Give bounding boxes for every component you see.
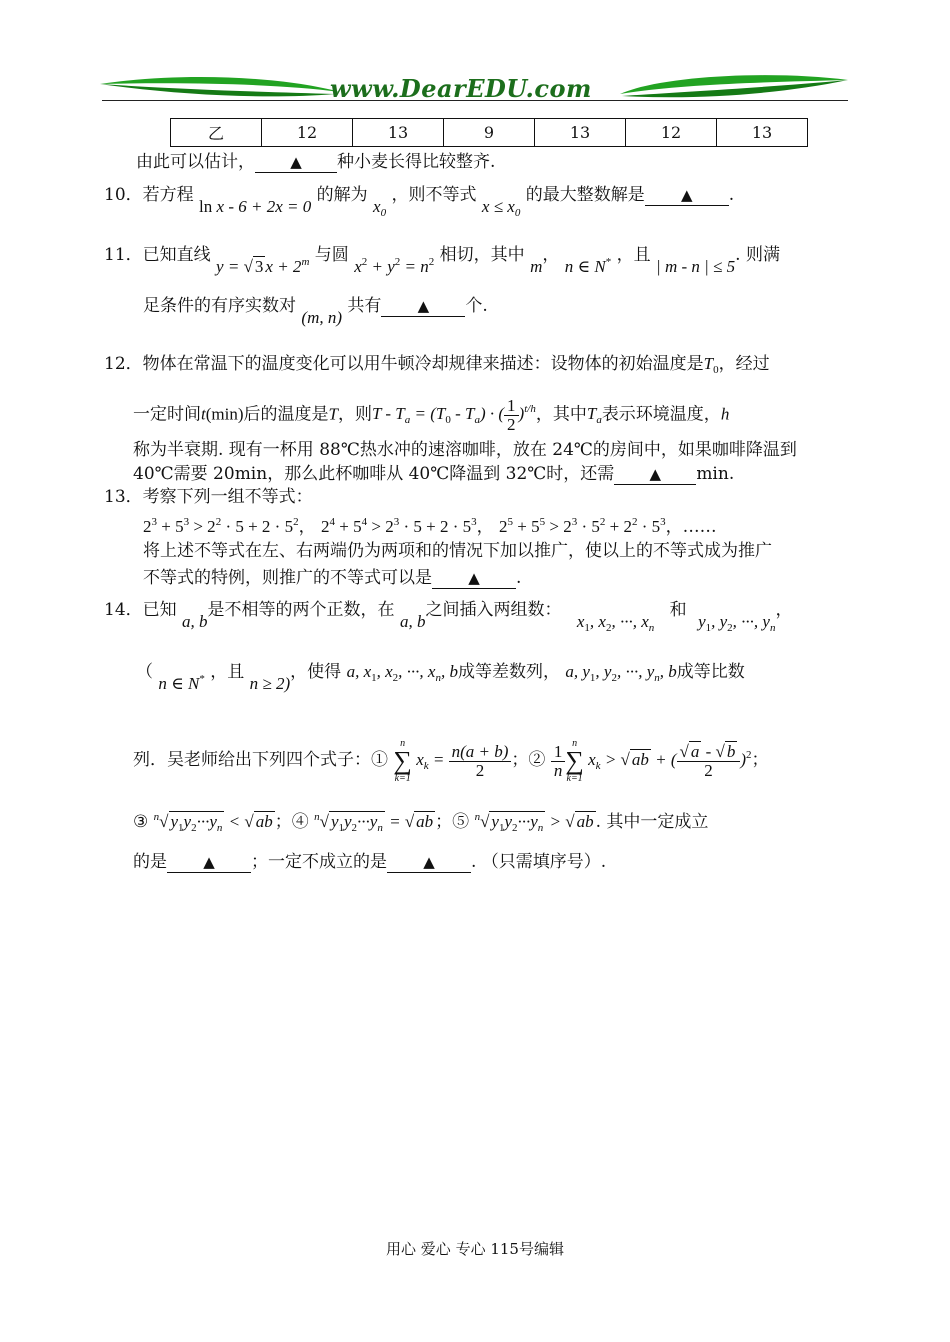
table-cell-label: 乙	[171, 119, 262, 147]
table-row	[171, 119, 808, 147]
q14-line-1: 14．已知 a, b是不相等的两个正数，在 a, b之间插入两组数： $x_1$, $x_2$, ···, $x_n$ 和 $y_1$, $y_2$, ···, $y_n$，	[104, 600, 793, 634]
q12-line-1: 12．物体在常温下的温度变化可以用牛顿冷却规律来描述：设物体的初始温度是$T_0$，经过	[104, 354, 770, 376]
q14-y-seq: $y_1$, $y_2$, ···, $y_n$	[698, 612, 776, 634]
q14-formula-1: n ∑ k=1 $x_k$ = $\frac{n(a + b)}{2}$	[393, 750, 511, 769]
answer-blank: ▲	[432, 568, 516, 589]
q11-pair: (m, n)	[301, 308, 343, 327]
header-rule	[102, 100, 848, 101]
wheat-data-table	[170, 118, 808, 147]
q12-T0: $T_0$	[703, 354, 719, 376]
q12-h: h	[720, 404, 730, 424]
answer-blank: ▲	[614, 464, 696, 485]
q13-line-3: 将上述不等式在左、右两端仍为两项和的情况下加以推广，使以上的不等式成为推广	[143, 541, 772, 561]
q14-line-2: （ n ∈ N* ，且 n ≥ 2)，使得 a, $x_1$, $x_2$, ···, $x_n$, b成等差数列， a, $y_1$, $y_2$, ···, $y_n$, b成等比数	[136, 662, 745, 693]
q12-line-4: 40℃需要 20min，那么此杯咖啡从 40℃降温到 32℃时，还需 ▲ min.	[133, 464, 735, 484]
header-site-name: www.DearEDU.com	[330, 74, 592, 103]
q14-line-3: 列．吴老师给出下列四个式子：① n ∑ k=1 $x_k$ = $\frac{n(a + b)}{2}$ ；② $\frac{1}{n}$ n ∑ k=1 $x_k$ > √ ab + ( $\frac{√ a - √ b}{2}$ )$^2$；	[133, 738, 769, 784]
table-cell: 13	[717, 119, 808, 147]
q13-ineq-3: $2^5 + 5^5 > 2^3 \cdot 5^2 + 2^2 \cdot 5^3$	[499, 516, 666, 536]
q11-line-1: 11．已知直线 y = √ 3 $x + 2^m$ 与圆 $x^2 + y^2 = n^2$ 相切，其中 m， n ∈ N* ，且 | m - n | ≤ 5. 则满	[104, 245, 780, 276]
q14-formula-2: $\frac{1}{n}$ n ∑ k=1 $x_k$ > √ ab + ( $\frac{√ a - √ b}{2}$ )$^2$	[551, 750, 752, 769]
page-footer: 用心 爱心 专心 115号编辑	[386, 1240, 564, 1258]
q14-formula-4: $^n$√ $y_1y_2\cdot\cdot\cdot y_n$ = √ ab	[314, 811, 434, 834]
q13-line-1: 13．考察下列一组不等式：	[104, 487, 313, 507]
q11-line-equation: y = √ 3 $x + 2^m$	[216, 256, 310, 276]
q11-n-domain: n ∈ N*	[564, 256, 612, 276]
q14-line-5: 的是 ▲ ；一定不成立的是 ▲ . （只需填序号）.	[133, 852, 607, 872]
q12-line-3: 称为半衰期. 现有一杯用 88℃热水冲的速溶咖啡，放在 24℃的房间中，如果咖啡降温到	[133, 440, 797, 460]
answer-blank: ▲	[645, 185, 729, 206]
table-cell: 12	[626, 119, 717, 147]
q10-x0: $x_0$	[373, 197, 387, 219]
answer-blank: ▲	[387, 852, 471, 873]
q13-inequalities: $2^3 + 5^3 > 2^2 \cdot 5 + 2 \cdot 5^2$， $2^4 + 5^4 > 2^3 \cdot 5 + 2 \cdot 5^3$， $2^5 + 5^5 > 2^3 \cdot 5^2 + 2^2 \cdot 5^3$，……	[143, 516, 717, 537]
q14-arith-seq: a, $x_1$, $x_2$, ···, $x_n$, b	[346, 662, 458, 684]
q14-line-4: ③ $^n$√ $y_1y_2\cdot\cdot\cdot y_n$ < √ ab ；④ $^n$√ $y_1y_2\cdot\cdot\cdot y_n$ = √ ab ；⑤ $^n$√ $y_1y_2\cdot\cdot\cdot y_n$ > √ ab . 其中一定成立	[133, 811, 709, 834]
table-cell: 9	[444, 119, 535, 147]
q13-ineq-2: $2^4 + 5^4 > 2^3 \cdot 5 + 2 \cdot 5^3$	[321, 516, 477, 536]
q12-Ta: $T_a$	[586, 404, 602, 427]
q14-geo-seq: a, $y_1$, $y_2$, ···, $y_n$, b	[565, 662, 677, 684]
q12-T: T	[328, 404, 338, 424]
q10-inequality: $x \le x_0$	[481, 197, 521, 219]
q14-formula-5: $^n$√ $y_1y_2\cdot\cdot\cdot y_n$ > √ ab	[474, 811, 594, 834]
q11-circle-equation: $x^2 + y^2 = n^2$	[354, 256, 435, 276]
table-cell: 13	[535, 119, 626, 147]
q12-line-2: 一定时间t(min)后的温度是T，则$T - T_a = (T_0 - T_a)$ · ( $\frac{1}{2}$ )$^{t/h}$，其中$T_a$表示环境温度，h	[133, 396, 730, 434]
answer-blank: ▲	[255, 152, 337, 173]
q12-time: t(min)	[201, 404, 244, 424]
q11-line-2: 足条件的有序实数对 (m, n) 共有 ▲ 个.	[143, 296, 488, 327]
q14-x-seq: $x_1$, $x_2$, ···, $x_n$	[576, 612, 655, 634]
q13-line-4: 不等式的特例，则推广的不等式可以是 ▲ .	[143, 568, 522, 588]
q10-line: 10．若方程 ln x - 6 + 2x = 0 的解为 $x_0$ ，则不等式 $x \le x_0$ 的最大整数解是 ▲ .	[104, 185, 735, 219]
answer-blank: ▲	[167, 852, 251, 873]
q11-m: m	[530, 257, 543, 276]
q13-ineq-1: $2^3 + 5^3 > 2^2 \cdot 5 + 2 \cdot 5^2$	[143, 516, 299, 536]
q10-equation: ln x - 6 + 2x = 0	[199, 197, 312, 216]
answer-blank: ▲	[381, 296, 465, 317]
q14-formula-3: $^n$√ $y_1y_2\cdot\cdot\cdot y_n$ < √ ab	[153, 811, 273, 834]
q11-condition: | m - n | ≤ 5	[656, 257, 736, 276]
q9-line: 由此可以估计， ▲ 种小麦长得比较整齐.	[136, 152, 496, 172]
table-cell: 12	[262, 119, 353, 147]
q12-formula: $T - T_a = (T_0 - T_a)$ · ( $\frac{1}{2}$ )$^{t/h}$	[371, 396, 536, 434]
table-cell: 13	[353, 119, 444, 147]
